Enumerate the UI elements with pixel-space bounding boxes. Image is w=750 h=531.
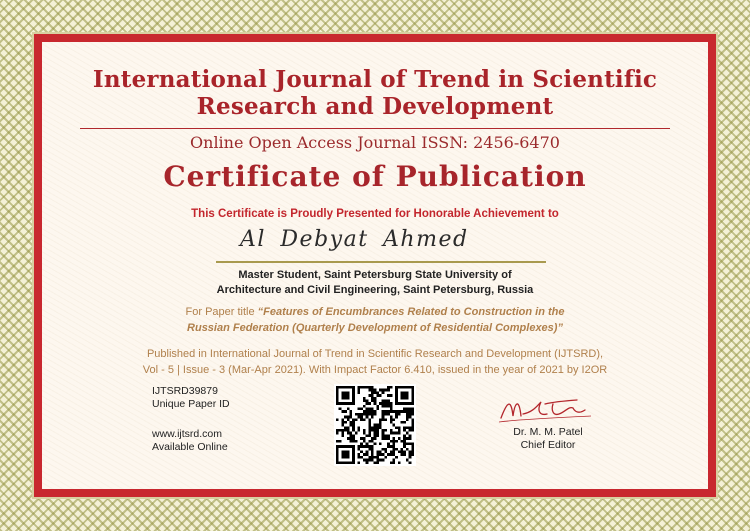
red-border-frame: [34, 34, 716, 497]
affiliation-line1: Master Student, Saint Petersburg State University of: [238, 269, 512, 281]
certificate-body: [42, 42, 708, 489]
certificate-heading: Certificate of Publication: [163, 160, 587, 193]
paper-prefix: For Paper title: [185, 306, 258, 318]
presented-text: This Certificate is Proudly Presented for Honorable Achievement to: [191, 208, 559, 220]
publication-details: [42, 346, 708, 378]
qr-code: [334, 384, 416, 466]
signer-name: Dr. M. M. Patel: [513, 426, 583, 438]
paper-id-label: Unique Paper ID: [152, 398, 230, 410]
published-line2: Vol - 5 | Issue - 3 (Mar-Apr 2021). With Impact Factor 6.410, issued in the year of 2021 by I2OR: [142, 364, 608, 376]
issn-line: Online Open Access Journal ISSN: 2456-6470: [190, 133, 560, 152]
title-divider: [80, 128, 670, 129]
paper-title-block: [42, 304, 708, 336]
signature: [493, 392, 603, 426]
signer-title: Chief Editor: [520, 439, 576, 451]
signature-icon: [493, 392, 603, 426]
published-line1: Published in International Journal of Trend in Scientific Research and Development (IJTSRD),: [146, 348, 604, 360]
name-underline: [216, 261, 546, 263]
qr-code-icon: [336, 386, 414, 464]
affiliation-line2: Architecture and Civil Engineering, Saint Petersburg, Russia: [216, 284, 534, 296]
journal-title-line1: International Journal of Trend in Scientific: [92, 66, 658, 93]
journal-title: [42, 66, 708, 120]
signature-block: [493, 392, 603, 452]
recipient-name: Al Debyat Ahmed: [240, 227, 469, 252]
paper-title-line1: “Features of Encumbrances Related to Construction in the: [257, 306, 565, 318]
paper-info: [152, 385, 230, 471]
journal-title-line2: Research and Development: [196, 93, 554, 120]
website-label: Available Online: [152, 441, 228, 453]
paper-title-line2: Russian Federation (Quarterly Development of Residential Complexes)”: [187, 322, 563, 334]
website-link[interactable]: www.ijtsrd.com: [152, 428, 223, 440]
paper-id: IJTSRD39879: [152, 385, 218, 397]
affiliation: [42, 268, 708, 298]
